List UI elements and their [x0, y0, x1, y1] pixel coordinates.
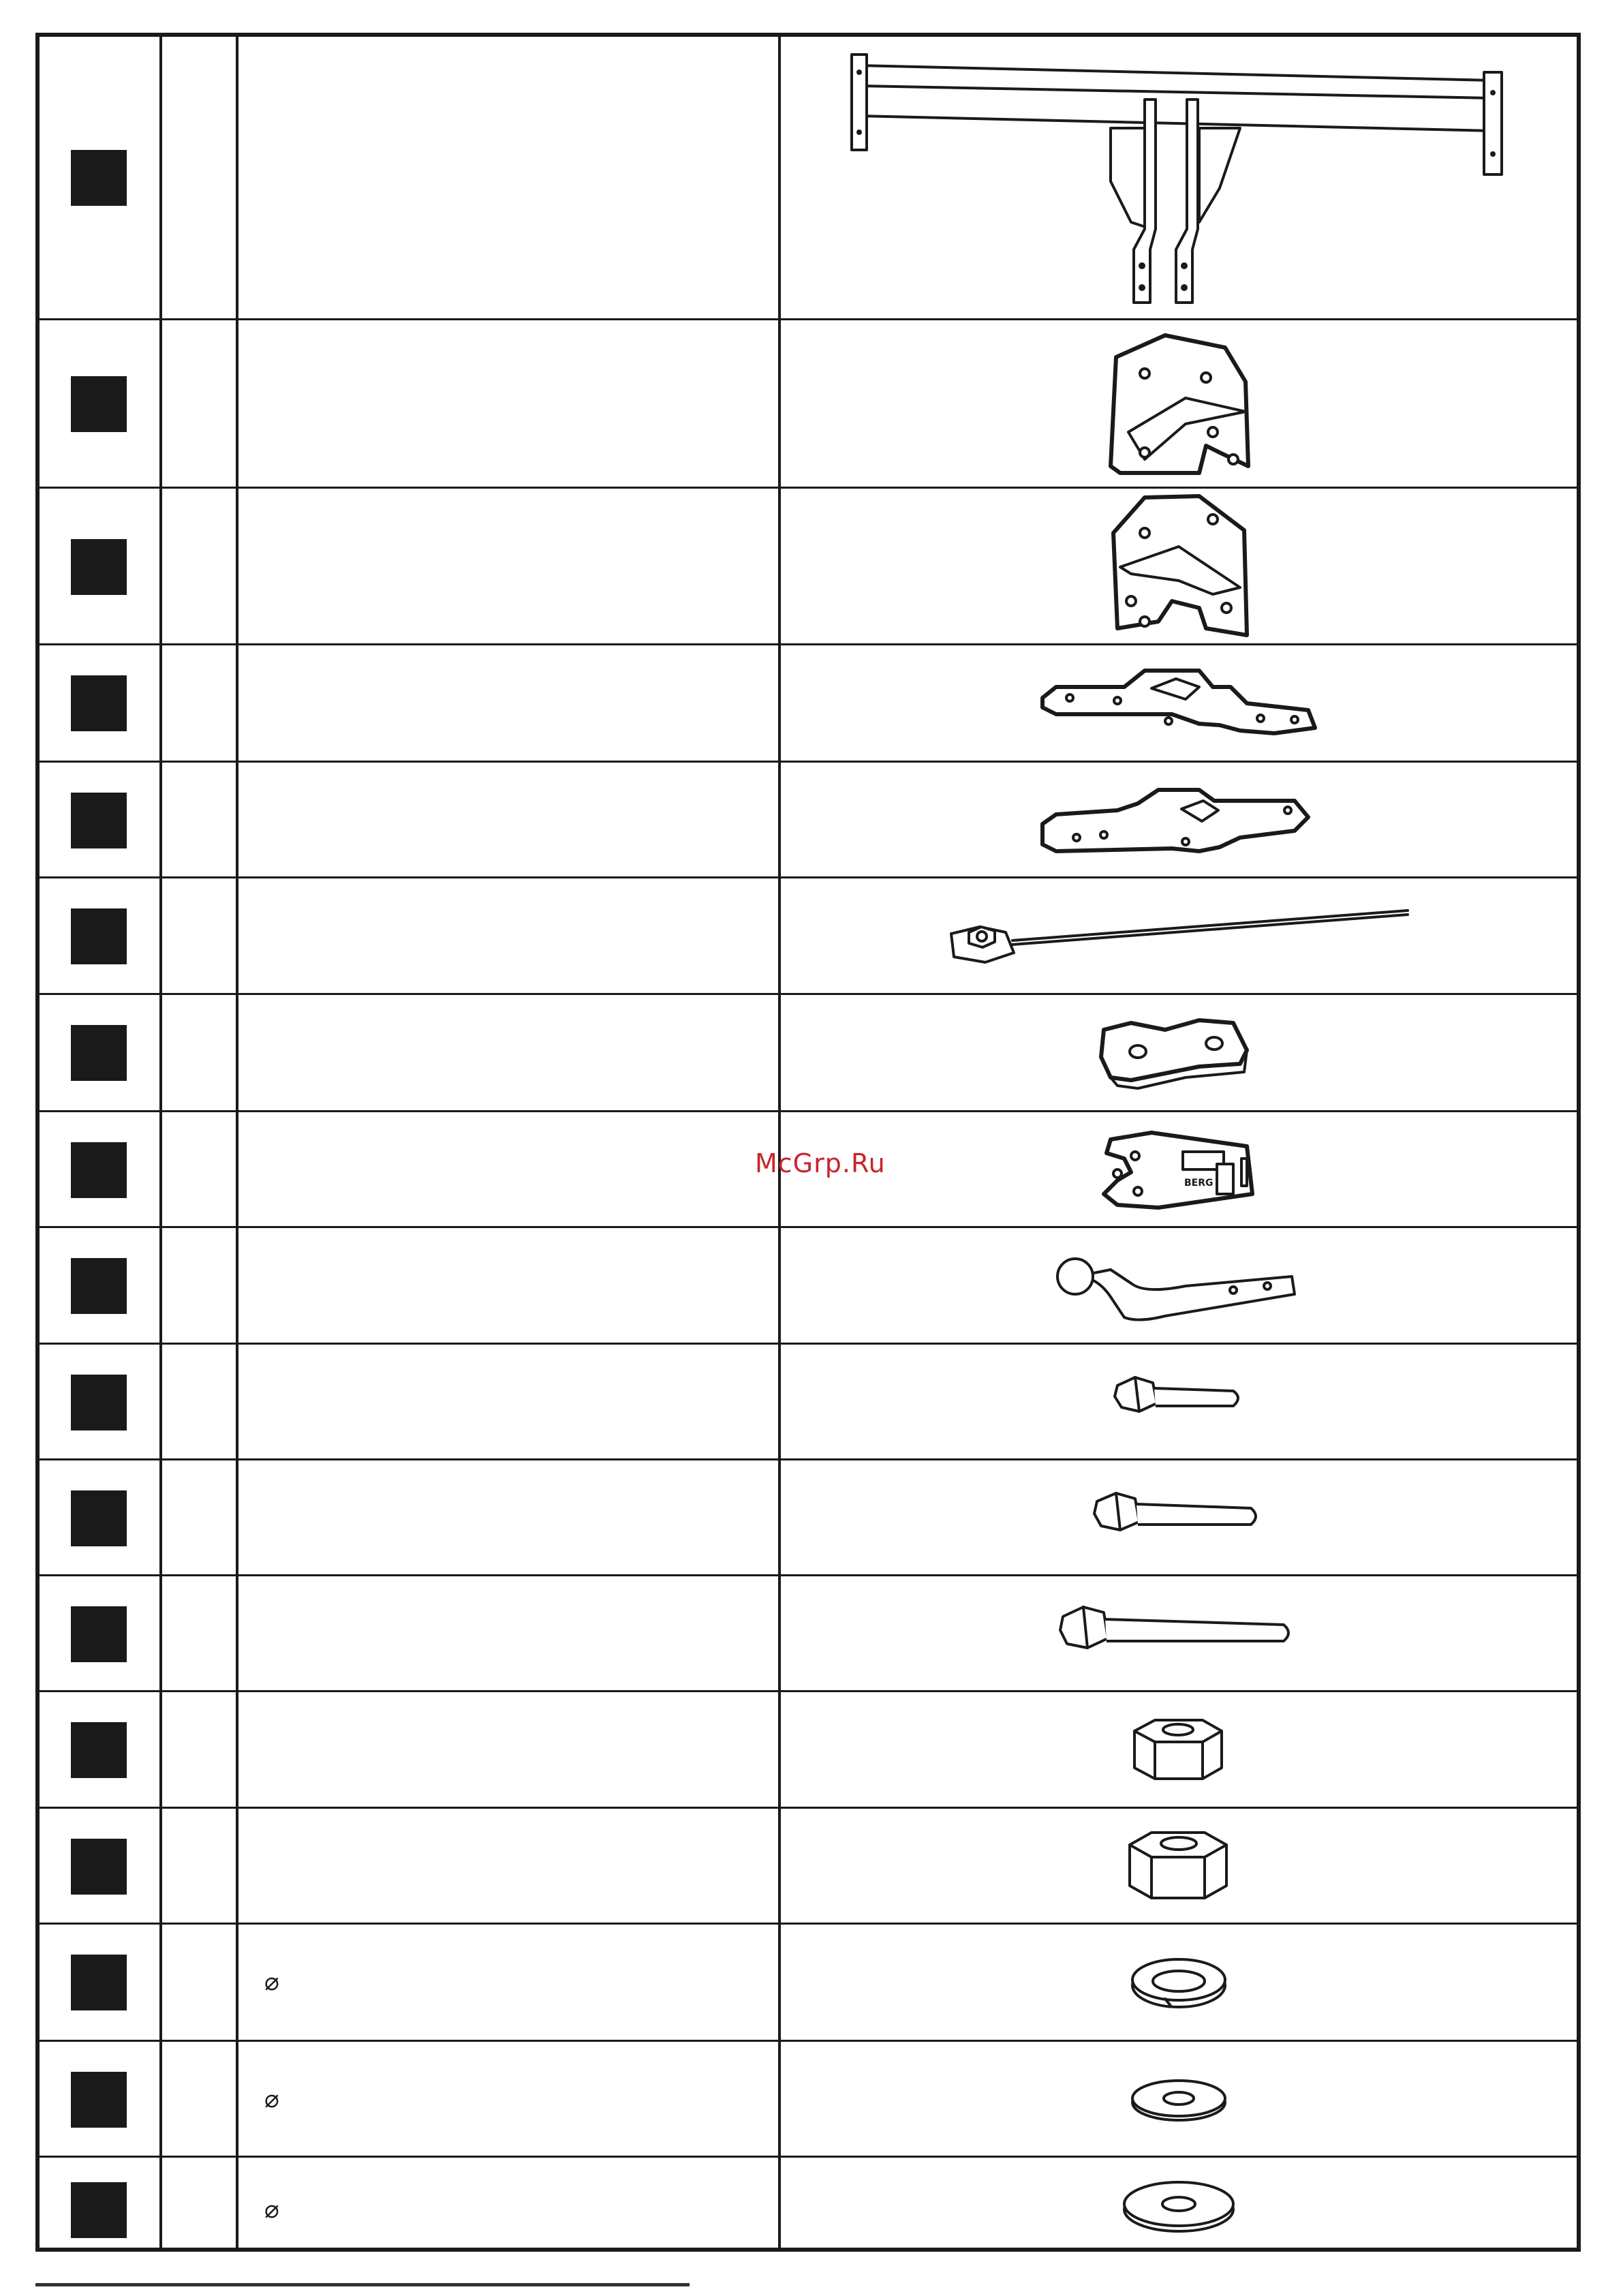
spring-washer-illustration	[780, 1925, 1577, 2042]
parts-row-12	[40, 1574, 1577, 1692]
parts-row-11	[40, 1458, 1577, 1576]
diameter-symbol: ⌀	[264, 2196, 279, 2224]
item-number-marker	[71, 1839, 127, 1895]
diameter-symbol: ⌀	[264, 1968, 279, 1996]
item-number-marker	[71, 1490, 127, 1546]
bracket-right-illustration	[780, 489, 1577, 645]
spacer-plate-illustration	[780, 995, 1577, 1112]
flat-washer-small-illustration	[780, 2042, 1577, 2158]
parts-row-1	[40, 37, 1577, 318]
hex-bolt-long-illustration	[780, 1576, 1577, 1692]
item-number-marker	[71, 1258, 127, 1314]
item-number-marker	[71, 1606, 127, 1662]
parts-row-9	[40, 1226, 1577, 1345]
socket-plate-illustration	[780, 1112, 1577, 1228]
item-number-marker	[71, 150, 127, 206]
parts-row-2	[40, 318, 1577, 489]
parts-row-7	[40, 993, 1577, 1112]
parts-row-5	[40, 761, 1577, 878]
parts-row-16	[40, 2040, 1577, 2158]
parts-row-6	[40, 876, 1577, 995]
hex-nut-large-illustration	[780, 1809, 1577, 1925]
parts-row-17	[40, 2156, 1577, 2254]
bracket-left-illustration	[780, 320, 1577, 489]
parts-row-4	[40, 643, 1577, 763]
hex-bolt-short-illustration	[780, 1345, 1577, 1460]
item-number-marker	[71, 675, 127, 731]
flat-washer-large-illustration	[780, 2158, 1577, 2254]
parts-row-14	[40, 1807, 1577, 1925]
item-number-marker	[71, 2072, 127, 2128]
bumper-plate-right-illustration	[780, 763, 1577, 878]
item-number-marker	[71, 793, 127, 848]
hex-bolt-medium-illustration	[780, 1460, 1577, 1576]
crossbeam-illustration	[780, 37, 1577, 318]
parts-list-table	[35, 33, 1581, 2252]
item-number-marker	[71, 2182, 127, 2238]
item-number-marker	[71, 1375, 127, 1430]
tow-ball-neck-illustration	[780, 1228, 1577, 1345]
cage-nut-illustration	[780, 878, 1577, 995]
item-number-marker	[71, 1142, 127, 1198]
bumper-plate-left-illustration	[780, 645, 1577, 763]
parts-row-10	[40, 1343, 1577, 1460]
parts-row-13	[40, 1690, 1577, 1809]
item-number-marker	[71, 539, 127, 595]
hex-nut-small-illustration	[780, 1692, 1577, 1809]
item-number-marker	[71, 1025, 127, 1081]
socket-plate-brand: BERG	[1184, 1178, 1214, 1189]
watermark: McGrp.Ru	[755, 1148, 886, 1178]
footer-rule	[35, 2283, 690, 2286]
item-number-marker	[71, 376, 127, 432]
item-number-marker	[71, 908, 127, 964]
diameter-symbol: ⌀	[264, 2085, 279, 2113]
parts-row-15	[40, 1923, 1577, 2042]
item-number-marker	[71, 1955, 127, 2010]
item-number-marker	[71, 1722, 127, 1778]
parts-row-3	[40, 487, 1577, 645]
